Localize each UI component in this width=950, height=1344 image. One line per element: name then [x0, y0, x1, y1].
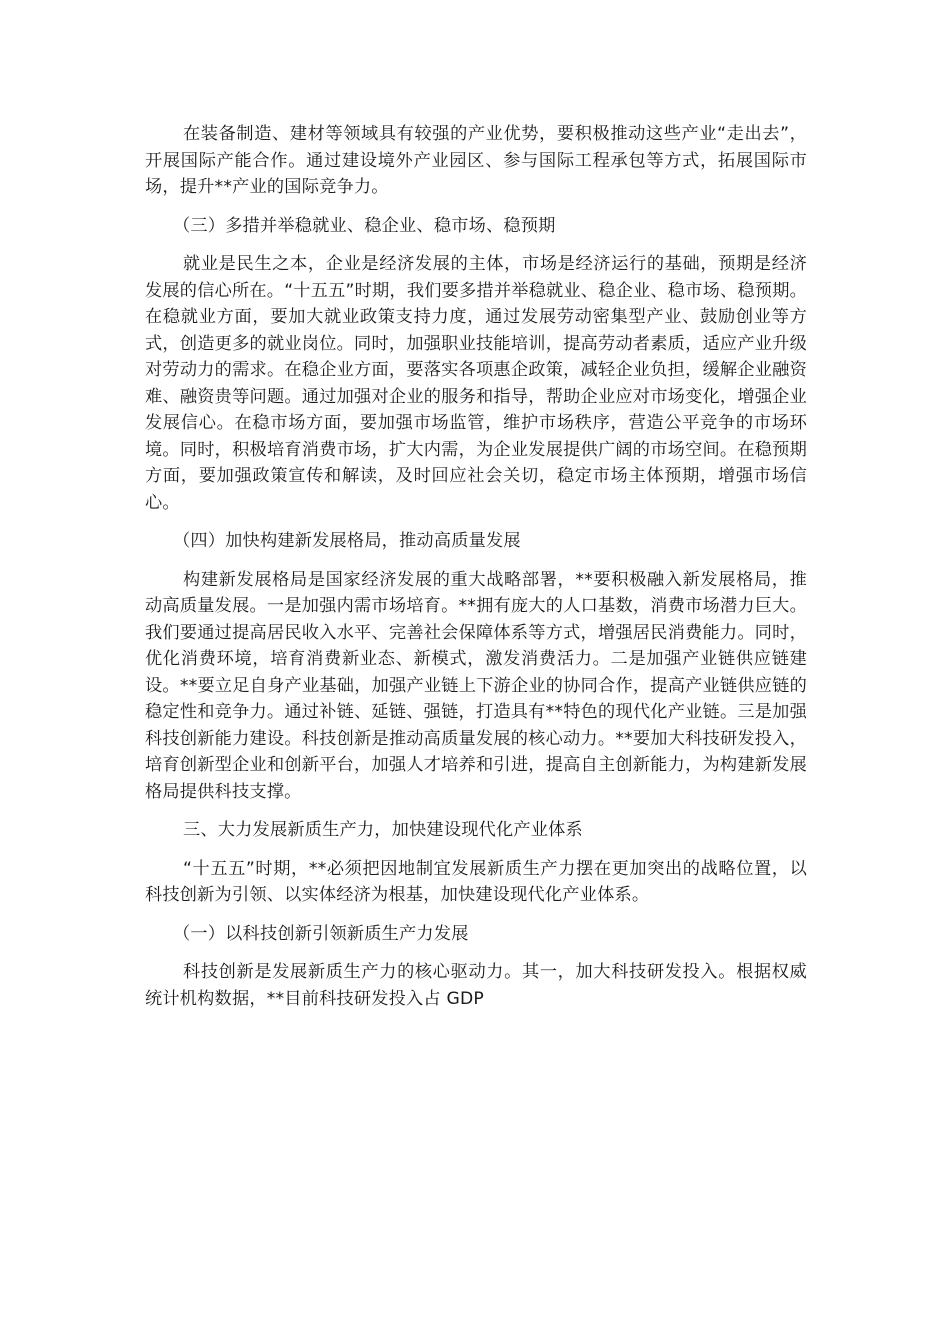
subheading-tech-innovation: （一）以科技创新引领新质生产力发展 [173, 923, 469, 944]
paragraph-stabilize-employment: 就业是民生之本，企业是经济发展的主体，市场是经济运行的基础，预期是经济发展的信心所在。“十五五”时期，我们要多措并举稳就业、稳企业、稳市场、稳预期。在稳就业方面，要加大就业政策支持力度，通过发展劳动密集型产业、鼓励创业等方式，创造更多的就业岗位。同时，加强职业技能培训，提高劳动者素质，适应产业升级对劳动力的需求。在稳企业方面，要落实各项惠企政策，减轻企业负担，缓解企业融资难、融资贵等问题。通过加强对企业的服务和指导，帮助企业应对市场变化，增强企业发展信心。在稳市场方面，要加强市场监管，维护市场秩序，营造公平竞争的市场环境。同时，积极培育消费市场，扩大内需，为企业发展提供广阔的市场空间。在稳预期方面，要加强政策宣传和解读，及时回应社会关切，稳定市场主体预期，增强市场信心。 [145, 254, 807, 513]
paragraph-new-development-pattern: 构建新发展格局是国家经济发展的重大战略部署，**要积极融入新发展格局，推动高质量发展。一是加强内需市场培育。**拥有庞大的人口基数，消费市场潜力巨大。我们要通过提高居民收入水平、完善社会保障体系等方式，增强居民消费能力。同时，优化消费环境，培育消费新业态、新模式，激发消费活力。二是加强产业链供应链建设。**要立足自身产业基础，加强产业链上下游企业的协同合作，提高产业链供应链的稳定性和竞争力。通过补链、延链、强链，打造具有**特色的现代化产业链。三是加强科技创新能力建设。科技创新是推动高质量发展的核心动力。**要加大科技研发投入，培育创新型企业和创新平台，加强人才培养和引进，提高自主创新能力，为构建新发展格局提供科技支撑。 [145, 569, 807, 802]
subheading-stabilize-employment: （三）多措并举稳就业、稳企业、稳市场、稳预期 [173, 215, 556, 236]
paragraph-industry-going-global: 在装备制造、建材等领域具有较强的产业优势，要积极推动这些产业“走出去”，开展国际产能合作。通过建设境外产业园区、参与国际工程承包等方式，拓展国际市场，提升**产业的国际竞争力。 [145, 124, 807, 197]
paragraph-tech-innovation: 科技创新是发展新质生产力的核心驱动力。其一，加大科技研发投入。根据权威统计机构数据，**目前科技研发投入占 GDP [145, 962, 807, 1009]
paragraph-new-productive-forces-intro: “十五五”时期，**必须把因地制宜发展新质生产力摆在更加突出的战略位置，以科技创新为引领、以实体经济为根基，加快建设现代化产业体系。 [145, 858, 807, 905]
document-body [145, 121, 807, 1024]
subheading-new-development-pattern: （四）加快构建新发展格局，推动高质量发展 [173, 531, 521, 551]
section-heading-new-productive-forces: 三、大力发展新质生产力，加快建设现代化产业体系 [183, 820, 583, 840]
